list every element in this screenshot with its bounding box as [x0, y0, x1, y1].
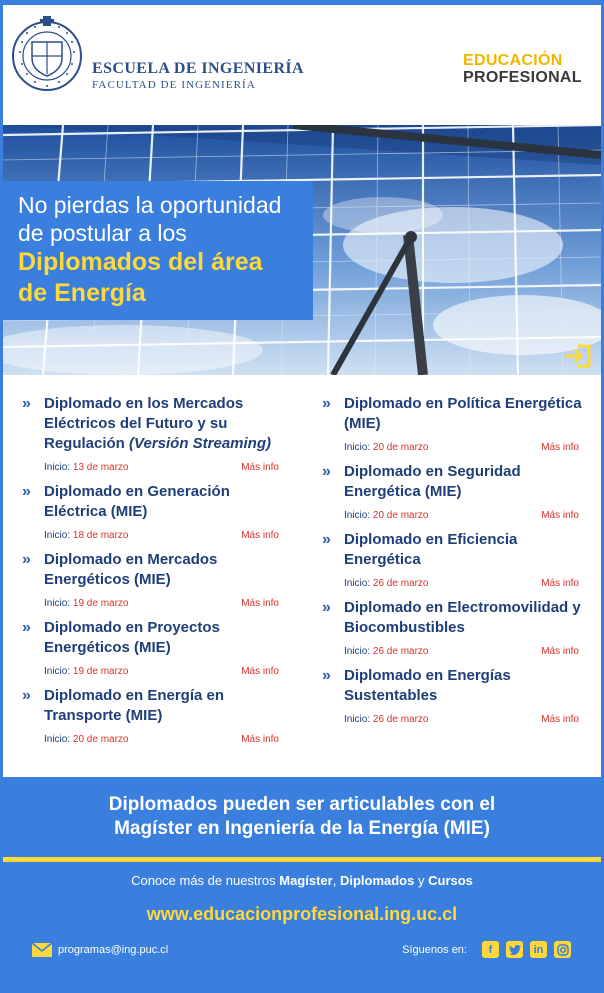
course-item — [322, 530, 587, 598]
course-name: Diplomado en Energía en Transporte (MIE) — [44, 687, 225, 724]
double-chevron-icon: » — [322, 463, 331, 480]
faculty-name: FACULTAD DE INGENIERÍA — [92, 79, 256, 91]
more-info-link[interactable]: Más info — [541, 714, 579, 725]
social-links — [402, 941, 571, 958]
more-info-link[interactable]: Más info — [541, 510, 579, 521]
start-label: Inicio: — [344, 578, 371, 589]
more-info-link[interactable]: Más info — [241, 734, 279, 745]
course-title[interactable] — [344, 598, 587, 638]
start-date: 19 de marzo — [72, 598, 129, 609]
double-chevron-icon: » — [22, 395, 31, 412]
course-title[interactable] — [344, 394, 587, 434]
course-meta — [44, 530, 287, 550]
start-date: 13 de marzo — [72, 462, 129, 473]
courses-left-column — [22, 394, 287, 754]
twitter-icon[interactable] — [506, 941, 523, 958]
course-title[interactable] — [344, 462, 587, 502]
start-date: 26 de marzo — [372, 714, 429, 725]
course-meta — [44, 462, 287, 482]
start-label: Inicio: — [44, 666, 71, 677]
conoce-prefix: Conoce más de nuestros — [131, 873, 276, 888]
start-date: 20 de marzo — [372, 442, 429, 453]
course-item — [322, 394, 587, 462]
start-date: 26 de marzo — [372, 646, 429, 657]
start-date: 20 de marzo — [72, 734, 129, 745]
course-meta — [44, 666, 287, 686]
course-name: Diplomado en Política Energética (MIE) — [344, 395, 582, 432]
course-title[interactable] — [44, 394, 287, 454]
website-link[interactable]: www.educacionprofesional.ing.uc.cl — [146, 904, 458, 924]
course-meta — [344, 646, 587, 666]
divider — [3, 857, 601, 862]
course-item — [22, 618, 287, 686]
course-item — [22, 394, 287, 482]
course-meta — [344, 442, 587, 462]
more-info-link[interactable]: Más info — [541, 442, 579, 453]
course-meta — [44, 734, 287, 754]
more-info-link[interactable]: Más info — [541, 646, 579, 657]
double-chevron-icon: » — [322, 531, 331, 548]
course-title[interactable] — [44, 618, 287, 658]
start-label: Inicio: — [44, 530, 71, 541]
more-info-link[interactable]: Más info — [241, 462, 279, 473]
course-item — [22, 482, 287, 550]
course-note: (Versión Streaming) — [129, 435, 272, 452]
course-meta — [344, 578, 587, 598]
start-date: 26 de marzo — [372, 578, 429, 589]
start-label: Inicio: — [344, 510, 371, 521]
more-info-link[interactable]: Más info — [241, 530, 279, 541]
start-date: 20 de marzo — [372, 510, 429, 521]
email-address: programas@ing.puc.cl — [58, 944, 169, 956]
articulable-message — [0, 793, 604, 841]
courses-right-column — [322, 394, 587, 734]
course-name: Diplomado en Generación Eléctrica (MIE) — [44, 483, 230, 520]
double-chevron-icon: » — [322, 667, 331, 684]
instagram-icon[interactable] — [554, 941, 571, 958]
cursos-link[interactable]: Cursos — [428, 873, 473, 888]
course-meta — [344, 510, 587, 530]
course-item — [322, 598, 587, 666]
start-label: Inicio: — [44, 598, 71, 609]
double-chevron-icon: » — [322, 395, 331, 412]
course-meta — [44, 598, 287, 618]
more-info-link[interactable]: Más info — [241, 598, 279, 609]
conoce-separator: , — [332, 873, 337, 888]
university-crest-icon — [10, 12, 84, 104]
course-name: Diplomado en Mercados Energéticos (MIE) — [44, 551, 218, 588]
course-title[interactable] — [344, 666, 587, 706]
start-label: Inicio: — [344, 442, 371, 453]
school-title — [92, 60, 304, 91]
course-name: Diplomado en Electromovilidad y Biocombustibles — [344, 599, 581, 636]
envelope-icon — [32, 943, 52, 957]
start-label: Inicio: — [44, 734, 71, 745]
school-name: ESCUELA DE INGENIERÍA — [92, 60, 305, 77]
course-item — [322, 666, 587, 734]
brand-line-1: EDUCACIÓN — [463, 52, 563, 69]
diplomados-link[interactable]: Diplomados — [339, 873, 415, 888]
double-chevron-icon: » — [22, 687, 31, 704]
course-title[interactable] — [44, 482, 287, 522]
course-name: Diplomado en Proyectos Energéticos (MIE) — [44, 619, 220, 656]
enter-arrow-icon[interactable] — [564, 344, 592, 368]
course-item — [322, 462, 587, 530]
start-label: Inicio: — [344, 714, 371, 725]
double-chevron-icon: » — [22, 619, 31, 636]
course-name: Diplomado en los Mercados Eléctricos del Futuro y su Regulación — [44, 395, 244, 452]
start-date: 18 de marzo — [72, 530, 129, 541]
educacion-profesional-logo[interactable] — [463, 52, 593, 87]
course-title[interactable] — [44, 550, 287, 590]
linkedin-icon[interactable]: in — [530, 941, 547, 958]
magister-link[interactable]: Magíster — [279, 873, 333, 888]
course-item — [22, 686, 287, 754]
headline-highlight-2: de Energía — [18, 279, 146, 307]
follow-label: Síguenos en: — [402, 943, 467, 956]
articulable-line-1: Diplomados pueden ser articulables con el — [108, 794, 496, 815]
start-label: Inicio: — [344, 646, 371, 657]
more-info-link[interactable]: Más info — [241, 666, 279, 677]
course-title[interactable] — [44, 686, 287, 726]
headline-highlight-1: Diplomados del área — [18, 248, 263, 276]
start-date: 19 de marzo — [72, 666, 129, 677]
start-label: Inicio: — [44, 462, 71, 473]
double-chevron-icon: » — [22, 551, 31, 568]
course-name: Diplomado en Eficiencia Energética — [344, 531, 518, 568]
facebook-icon[interactable]: f — [482, 941, 499, 958]
articulable-line-2: Magíster en Ingeniería de la Energía (MIE) — [114, 818, 490, 839]
conoce-line — [0, 873, 604, 888]
course-name: Diplomado en Energías Sustentables — [344, 667, 511, 704]
course-meta — [344, 714, 587, 734]
headline-line-2: de postular a los — [18, 220, 187, 246]
double-chevron-icon: » — [22, 483, 31, 500]
headline-box — [3, 181, 313, 320]
double-chevron-icon: » — [322, 599, 331, 616]
more-info-link[interactable]: Más info — [541, 578, 579, 589]
conoce-y: y — [417, 873, 425, 888]
headline-line-1: No pierdas la oportunidad — [18, 192, 282, 218]
brand-line-2: PROFESIONAL — [463, 69, 582, 86]
course-name: Diplomado en Seguridad Energética (MIE) — [344, 463, 521, 500]
email-contact[interactable] — [32, 943, 168, 957]
course-title[interactable] — [344, 530, 587, 570]
course-item — [22, 550, 287, 618]
